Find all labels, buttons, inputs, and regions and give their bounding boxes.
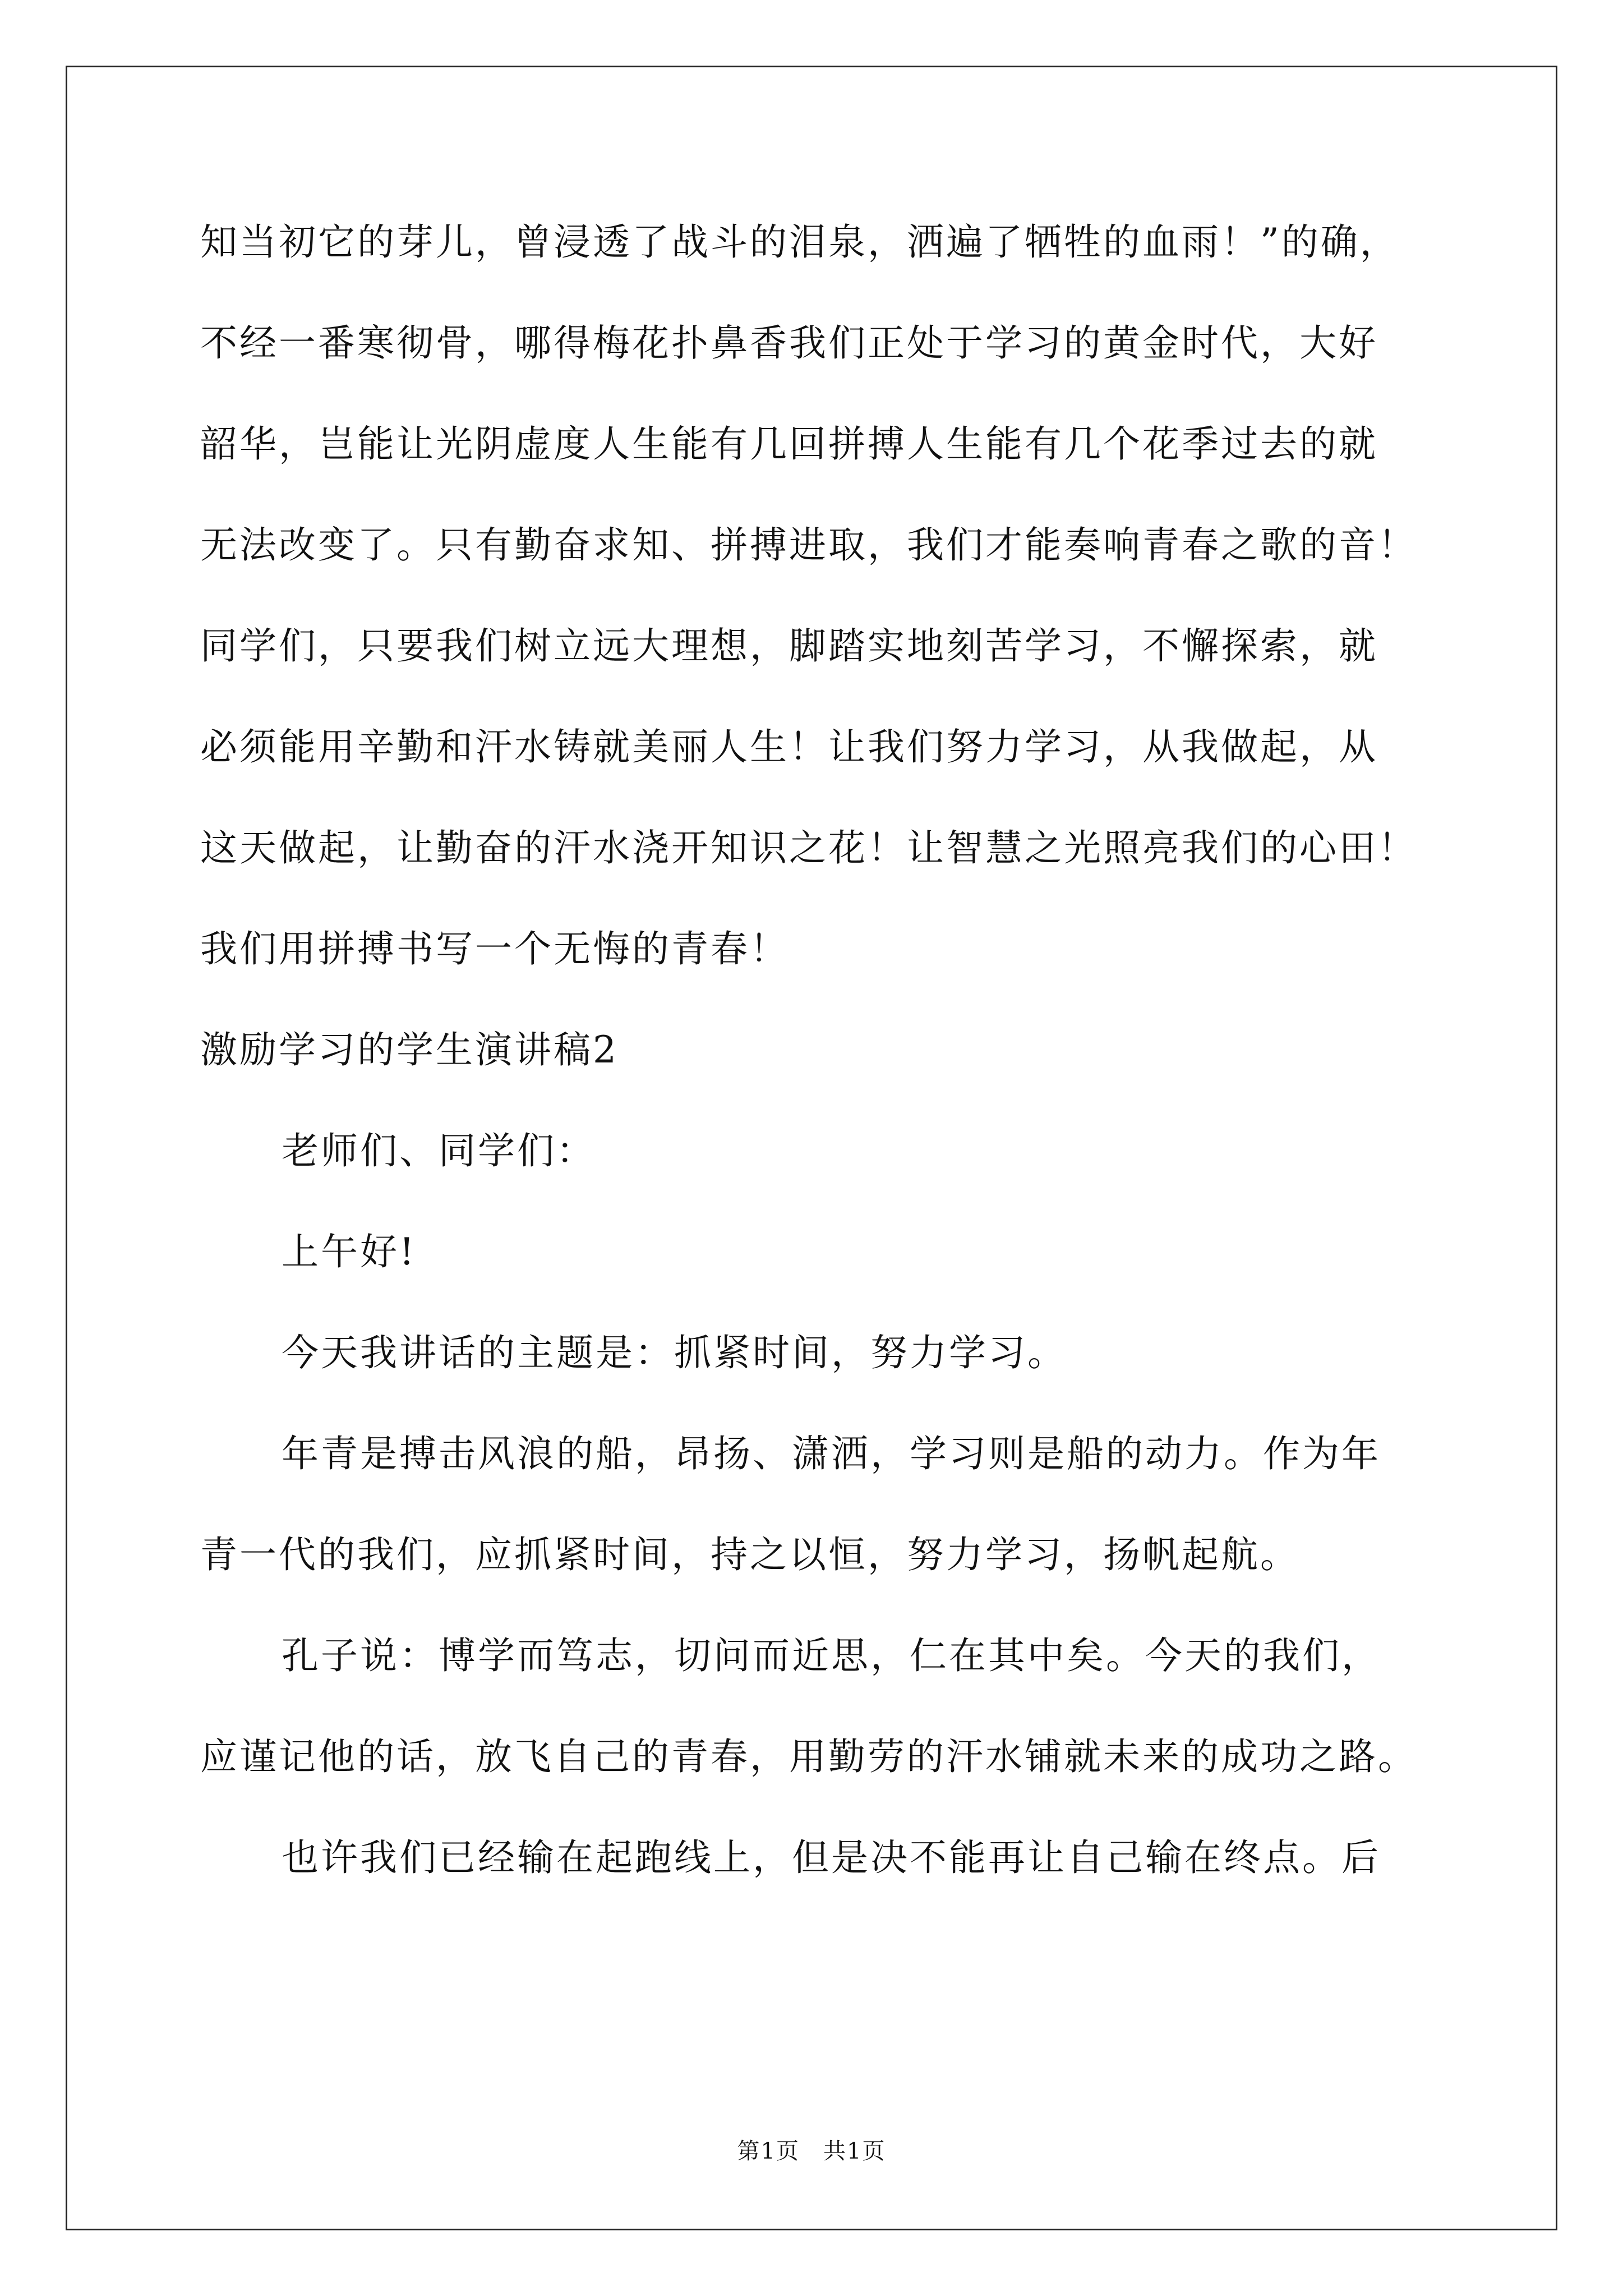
document-body (200, 209, 1434, 1925)
text-line: 孔子说：博学而笃志，切问而近思，仁在其中矣。今天的我们， (282, 1634, 1381, 1677)
text-line: 同学们，只要我们树立远大理想，脚踏实地刻苦学习，不懈探索，就 (200, 624, 1378, 668)
text-line: 今天我讲话的主题是：抓紧时间，努力学习。 (282, 1331, 1067, 1374)
text-line: 老师们、同学们： (282, 1129, 596, 1172)
text-line: 上午好! (282, 1230, 417, 1273)
text-line: 知当初它的芽儿，曾浸透了战斗的泪泉，洒遍了牺牲的血雨！”的确， (200, 220, 1399, 264)
text-line: 也许我们已经输在起跑线上，但是决不能再让自己输在终点。后 (282, 1836, 1381, 1879)
text-line: 韶华，岂能让光阴虚度人生能有几回拼搏人生能有几个花季过去的就 (200, 422, 1378, 466)
text-line: 年青是搏击风浪的船，昂扬、潇洒，学习则是船的动力。作为年 (282, 1432, 1381, 1475)
text-line: 这天做起，让勤奋的汗水浇开知识之花！让智慧之光照亮我们的心田！ (200, 826, 1417, 869)
text-line: 无法改变了。只有勤奋求知、拼搏进取，我们才能奏响青春之歌的音！ (200, 523, 1417, 567)
text-line: 我们用拼搏书写一个无悔的青春！ (200, 927, 789, 970)
section-heading: 激励学习的学生演讲稿2 (200, 1028, 619, 1071)
page-footer: 第1页 共1页 (737, 2138, 886, 2164)
text-line: 应谨记他的话，放飞自己的青春，用勤劳的汗水铺就未来的成功之路。 (200, 1735, 1417, 1778)
text-line: 青一代的我们，应抓紧时间，持之以恒，努力学习，扬帆起航。 (200, 1533, 1299, 1576)
text-line: 必须能用辛勤和汗水铸就美丽人生！让我们努力学习，从我做起，从 (200, 725, 1378, 769)
text-line: 不经一番寒彻骨，哪得梅花扑鼻香我们正处于学习的黄金时代，大好 (200, 321, 1378, 365)
